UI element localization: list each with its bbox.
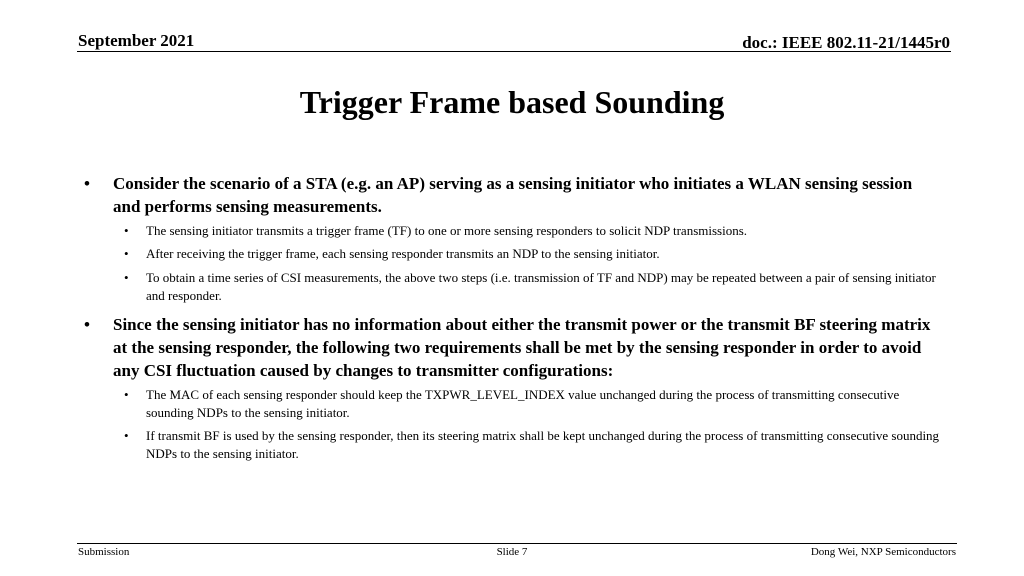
- slide-title: Trigger Frame based Sounding: [299, 84, 725, 120]
- sub-bullet-marker: •: [124, 270, 129, 285]
- bullet-2-text: Since the sensing initiator has no information about either the transmit power or the transmit BF steering matrix at the sensing responder, the following two requirements shall be met by the sensing responder in order to avoid any CSI fluctuation caused by changes to transmitter configurations:: [113, 315, 931, 380]
- sub-bullet-marker: •: [124, 246, 129, 261]
- bullet-2-sub-2-text: If transmit BF is used by the sensing responder, then its steering matrix shall be kept unchanged during the process of transmitting consecutive sounding NDPs to the sensing initiator.: [146, 428, 940, 461]
- header-date: September 2021: [78, 31, 195, 50]
- bullet-1-sub-3-text: To obtain a time series of CSI measurements, the above two steps (i.e. transmission of TF and NDP) may be repeated between a pair of sensing initiator and responder.: [146, 270, 936, 303]
- footer-submission: Submission: [78, 546, 130, 558]
- bullet-2-sub-1-text: The MAC of each sensing responder should keep the TXPWR_LEVEL_INDEX value unchanged during the process of transmitting consecutive sounding NDPs to the sensing initiator.: [146, 387, 900, 420]
- bullet-1-text: Consider the scenario of a STA (e.g. an AP) serving as a sensing initiator who initiates a WLAN sensing session and performs sensing measurements.: [113, 174, 913, 216]
- bullet-1-sub-2-text: After receiving the trigger frame, each sensing responder transmits an NDP to the sensing initiator.: [146, 246, 660, 261]
- header-doc-id: doc.: IEEE 802.11-21/1445r0: [742, 33, 950, 52]
- bullet-1-marker: •: [84, 174, 90, 193]
- bullet-2-marker: •: [84, 315, 90, 334]
- sub-bullet-marker: •: [124, 387, 129, 402]
- sub-bullet-marker: •: [124, 223, 129, 238]
- footer-author: Dong Wei, NXP Semiconductors: [810, 546, 956, 558]
- footer-divider: [77, 543, 957, 544]
- footer-slide-number: Slide 7: [496, 546, 528, 558]
- sub-bullet-marker: •: [124, 428, 129, 443]
- bullet-1-sub-1-text: The sensing initiator transmits a trigger frame (TF) to one or more sensing responders to solicit NDP transmissions.: [146, 223, 748, 238]
- header-divider: [77, 51, 951, 52]
